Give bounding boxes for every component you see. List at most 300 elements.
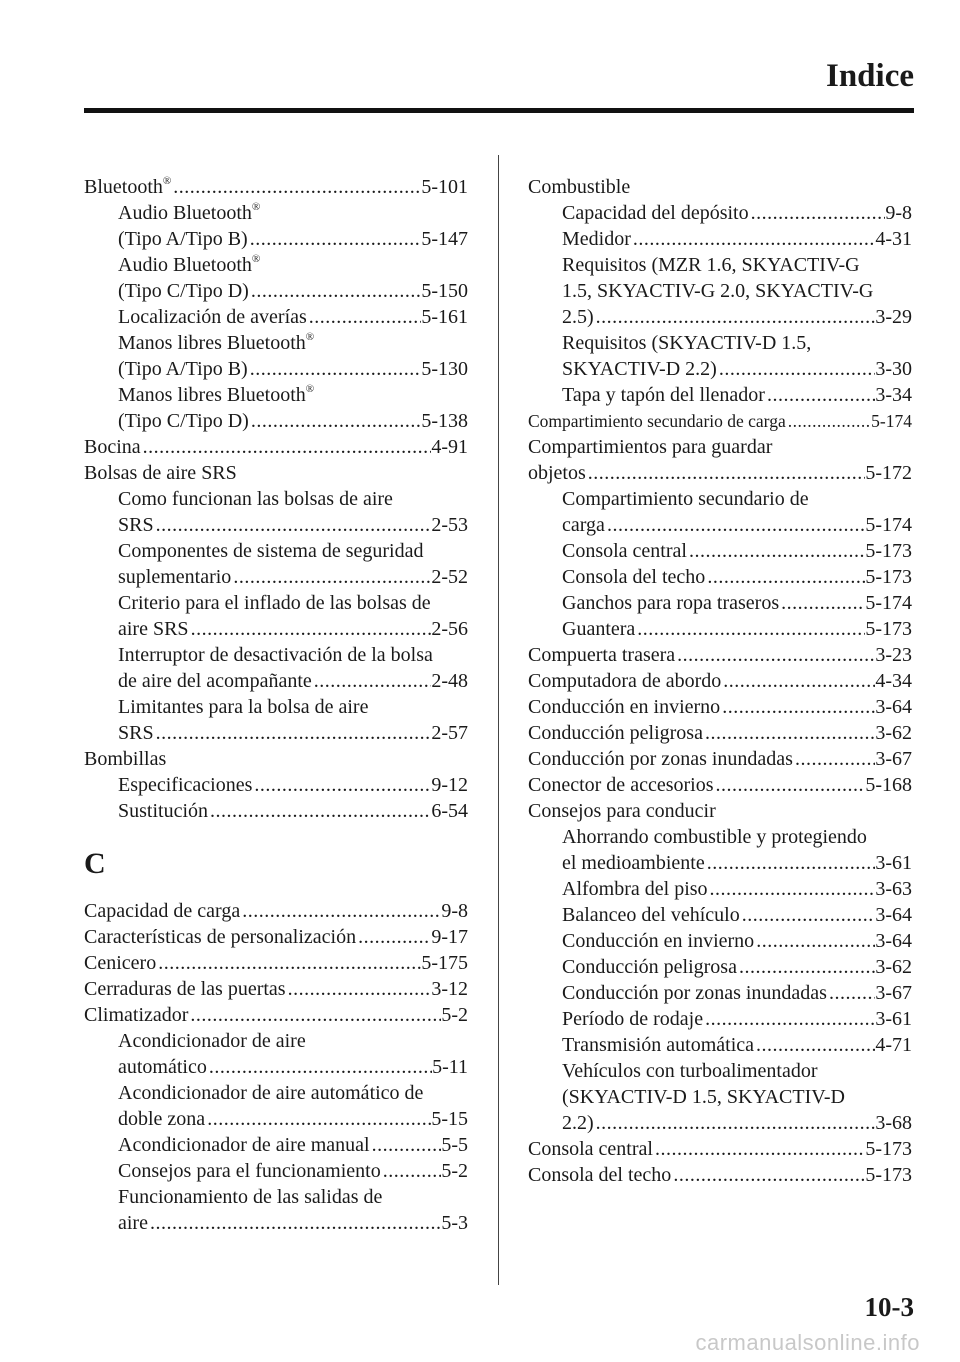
index-entry: [84, 798, 468, 824]
dot-leader: [754, 1032, 875, 1058]
index-entry-text: [562, 278, 873, 304]
entry-label: Conector de accesorios: [528, 774, 714, 796]
index-group-b: [84, 174, 468, 824]
dot-leader: [356, 924, 431, 950]
index-entry-text: [118, 512, 154, 538]
index-entry-text: [84, 924, 356, 950]
entry-page-ref: 3-62: [875, 722, 912, 744]
index-entry: [528, 1032, 912, 1058]
index-entry-text: [562, 590, 779, 616]
index-entry-text: [562, 928, 754, 954]
index-entry-text: [562, 954, 737, 980]
index-entry-text: [562, 564, 705, 590]
index-entry-text: [118, 772, 252, 798]
index-entry-text: [562, 616, 635, 642]
entry-label: (Tipo A/Tipo B): [118, 358, 248, 380]
index-entry: [528, 564, 912, 590]
index-entry-text: [118, 1132, 370, 1158]
entry-label: Sustitución: [118, 800, 209, 822]
index-entry-text: [562, 382, 765, 408]
index-entry: [528, 876, 912, 902]
entry-label: Especificaciones: [118, 774, 253, 796]
entry-label: Transmisión automática: [562, 1034, 755, 1056]
dot-leader: [740, 902, 876, 928]
entry-label: Acondicionador de aire automático de: [118, 1082, 424, 1104]
entry-page-ref: 3-34: [875, 384, 912, 406]
dot-leader: [249, 408, 422, 434]
index-entry-text: [84, 746, 166, 772]
entry-label: Bluetooth: [84, 176, 163, 198]
dot-leader: [286, 976, 432, 1002]
entry-page-ref: 2-52: [431, 566, 468, 588]
entry-label: Compartimiento secundario de carga: [528, 411, 786, 431]
dot-leader: [703, 720, 875, 746]
index-entry-text: [118, 642, 433, 668]
index-entry-text: [118, 200, 260, 226]
entry-label: Alfombra del piso: [562, 878, 708, 900]
index-entry-text: [562, 252, 860, 278]
index-entry: [84, 1132, 468, 1158]
dot-leader: [671, 1162, 865, 1188]
index-entry: [84, 564, 468, 590]
entry-page-ref: 5-161: [421, 306, 468, 328]
dot-leader: [705, 850, 876, 876]
entry-page-ref: 5-138: [421, 410, 468, 432]
index-entry: [84, 278, 468, 304]
entry-label: Interruptor de desactivación de la bolsa: [118, 644, 433, 666]
entry-label: Balanceo del vehículo: [562, 904, 740, 926]
entry-page-ref: 5-2: [441, 1004, 468, 1026]
index-entry-text: [118, 486, 393, 512]
index-entry: [84, 356, 468, 382]
index-entry: [528, 1058, 912, 1084]
entry-label: Guantera: [562, 618, 636, 640]
index-entry-text: [84, 898, 240, 924]
dot-leader: [370, 1132, 442, 1158]
index-entry-text: [528, 408, 786, 434]
entry-page-ref: 3-64: [875, 930, 912, 952]
index-entry: [528, 252, 912, 278]
registered-mark: ®: [305, 383, 315, 395]
entry-label: Audio Bluetooth: [118, 202, 252, 224]
entry-page-ref: 4-71: [875, 1034, 912, 1056]
entry-label: Conducción en invierno: [562, 930, 755, 952]
entry-label: Compuerta trasera: [528, 644, 676, 666]
entry-label: Componentes de sistema de seguridad: [118, 540, 424, 562]
entry-label: Computadora de abordo: [528, 670, 722, 692]
entry-label: (Tipo C/Tipo D): [118, 280, 249, 302]
entry-label: (SKYACTIV-D 1.5, SKYACTIV-D: [562, 1086, 845, 1108]
index-entry-text: [118, 1106, 205, 1132]
entry-page-ref: 2-48: [431, 670, 468, 692]
registered-mark: ®: [251, 253, 261, 265]
index-entry-text: [528, 1162, 671, 1188]
entry-label: Conducción peligrosa: [562, 956, 737, 978]
entry-page-ref: 3-68: [875, 1112, 912, 1134]
index-entry-text: [84, 434, 141, 460]
index-entry: [528, 954, 912, 980]
index-entry: [528, 616, 912, 642]
entry-page-ref: 3-23: [875, 644, 912, 666]
entry-page-ref: 5-174: [865, 514, 912, 536]
index-entry: [528, 980, 912, 1006]
index-entry: [84, 330, 468, 356]
index-entry: [84, 898, 468, 924]
entry-label: Conducción por zonas inundadas: [528, 748, 793, 770]
dot-leader: [189, 616, 432, 642]
index-entry: [528, 1084, 912, 1110]
dot-leader: [713, 772, 865, 798]
dot-leader: [249, 278, 422, 304]
entry-page-ref: 3-64: [875, 696, 912, 718]
index-entry-text: [84, 950, 156, 976]
entry-label: aire: [118, 1212, 148, 1234]
entry-label: SRS: [118, 514, 154, 536]
index-entry-text: [562, 1058, 818, 1084]
entry-label: Acondicionador de aire manual: [118, 1134, 370, 1156]
index-entry-text: [562, 304, 594, 330]
index-entry-text: [84, 976, 286, 1002]
index-entry-text: [84, 1002, 188, 1028]
index-entry: [528, 1006, 912, 1032]
entry-page-ref: 2-56: [431, 618, 468, 640]
index-entry: [84, 538, 468, 564]
entry-label: Cerraduras de las puertas: [84, 978, 286, 1000]
index-entry-text: [562, 486, 809, 512]
index-entry: [84, 642, 468, 668]
index-right-column: [528, 174, 912, 1188]
entry-page-ref: 5-150: [421, 280, 468, 302]
index-entry-text: [562, 1110, 594, 1136]
entry-label: Audio Bluetooth: [118, 254, 252, 276]
section-letter: C: [84, 847, 106, 880]
entry-label: Cenicero: [84, 952, 157, 974]
entry-label: Consejos para el funcionamiento: [118, 1160, 381, 1182]
index-entry: [528, 824, 912, 850]
dot-leader: [793, 746, 875, 772]
entry-page-ref: 5-173: [865, 1164, 912, 1186]
dot-leader: [248, 356, 422, 382]
index-entry-text: [562, 876, 708, 902]
index-entry: [528, 850, 912, 876]
index-entry: [84, 1158, 468, 1184]
index-entry-text: [528, 668, 721, 694]
entry-label: Bocina: [84, 436, 141, 458]
index-entry: [84, 1054, 468, 1080]
entry-page-ref: 5-2: [441, 1160, 468, 1182]
entry-page-ref: 5-175: [421, 952, 468, 974]
index-entry: [84, 720, 468, 746]
registered-mark: ®: [305, 331, 315, 343]
entry-label: Como funcionan las bolsas de aire: [118, 488, 393, 510]
index-entry-text: [528, 642, 675, 668]
index-entry: [84, 590, 468, 616]
entry-label: SRS: [118, 722, 154, 744]
entry-page-ref: 3-63: [875, 878, 912, 900]
entry-page-ref: 5-3: [441, 1212, 468, 1234]
entry-label: Combustible: [528, 176, 631, 198]
index-entry: [84, 434, 468, 460]
title-rule: [84, 108, 914, 113]
index-entry: [84, 382, 468, 408]
index-entry-text: [118, 252, 260, 278]
entry-label: Bolsas de aire SRS: [84, 462, 237, 484]
index-entry-text: [118, 538, 424, 564]
index-entry-text: [562, 356, 717, 382]
index-group-c-continued: [528, 174, 912, 1188]
dot-leader: [635, 616, 865, 642]
index-entry-text: [118, 616, 189, 642]
entry-label: Vehículos con turboalimentador: [562, 1060, 818, 1082]
index-entry: [528, 668, 912, 694]
entry-label: Bombillas: [84, 748, 167, 770]
dot-leader: [721, 668, 875, 694]
entry-page-ref: 2-53: [431, 514, 468, 536]
entry-page-ref: 5-172: [865, 462, 912, 484]
entry-page-ref: 9-8: [885, 202, 912, 224]
index-entry: [528, 512, 912, 538]
entry-page-ref: 5-174: [871, 411, 912, 431]
index-left-column: [84, 174, 468, 1236]
entry-label: Conducción por zonas inundadas: [562, 982, 827, 1004]
entry-page-ref: 9-17: [431, 926, 468, 948]
dot-leader: [594, 304, 876, 330]
entry-page-ref: 5-130: [421, 358, 468, 380]
entry-label: Consola central: [562, 540, 687, 562]
index-entry-text: [562, 1032, 754, 1058]
dot-leader: [141, 434, 432, 460]
entry-page-ref: 9-8: [441, 900, 468, 922]
index-entry: [528, 538, 912, 564]
entry-label: Compartimiento secundario de: [562, 488, 809, 510]
entry-label: de aire del acompañante: [118, 670, 312, 692]
page-title: Indice: [825, 58, 914, 94]
index-group-c: [84, 898, 468, 1236]
entry-label: Climatizador: [84, 1004, 189, 1026]
index-entry-text: [118, 382, 314, 408]
index-entry: [84, 1106, 468, 1132]
index-entry: [528, 486, 912, 512]
entry-page-ref: 2-57: [431, 722, 468, 744]
dot-leader: [207, 1054, 432, 1080]
entry-page-ref: 5-5: [441, 1134, 468, 1156]
index-entry: [84, 200, 468, 226]
dot-leader: [717, 356, 876, 382]
dot-leader: [605, 512, 865, 538]
index-entry: [84, 772, 468, 798]
page-number: 10-3: [864, 1292, 914, 1322]
entry-label: 1.5, SKYACTIV-G 2.0, SKYACTIV-G: [562, 280, 874, 302]
index-entry-text: [562, 902, 740, 928]
index-entry: [528, 720, 912, 746]
index-entry: [528, 382, 912, 408]
dot-leader: [786, 408, 871, 434]
index-entry-text: [118, 798, 208, 824]
index-entry: [84, 460, 468, 486]
dot-leader: [231, 564, 431, 590]
index-entry-text: [118, 1054, 207, 1080]
entry-page-ref: 3-67: [875, 748, 912, 770]
entry-page-ref: 5-101: [421, 176, 468, 198]
entry-page-ref: 3-64: [875, 904, 912, 926]
index-entry: [528, 902, 912, 928]
entry-page-ref: 3-30: [875, 358, 912, 380]
dot-leader: [675, 642, 875, 668]
index-entry-text: [528, 746, 793, 772]
registered-mark: ®: [251, 201, 261, 213]
entry-page-ref: 4-34: [875, 670, 912, 692]
entry-page-ref: 5-168: [865, 774, 912, 796]
entry-label: Requisitos (MZR 1.6, SKYACTIV-G: [562, 254, 860, 276]
index-entry: [84, 252, 468, 278]
entry-label: Capacidad del depósito: [562, 202, 749, 224]
dot-leader: [708, 876, 876, 902]
entry-page-ref: 4-91: [431, 436, 468, 458]
index-entry-text: [562, 200, 749, 226]
dot-leader: [312, 668, 432, 694]
entry-page-ref: 5-173: [865, 618, 912, 640]
index-entry-text: [118, 330, 314, 356]
index-entry: [84, 616, 468, 642]
dot-leader: [188, 1002, 441, 1028]
index-entry: [528, 174, 912, 200]
entry-page-ref: 3-61: [875, 852, 912, 874]
index-entry-text: [528, 772, 713, 798]
entry-label: Funcionamiento de las salidas de: [118, 1186, 383, 1208]
dot-leader: [248, 226, 422, 252]
index-entry: [528, 304, 912, 330]
dot-leader: [154, 720, 432, 746]
dot-leader: [240, 898, 441, 924]
dot-leader: [148, 1210, 441, 1236]
index-entry-text: [118, 408, 249, 434]
index-entry: [84, 694, 468, 720]
index-entry: [84, 226, 468, 252]
dot-leader: [586, 460, 866, 486]
entry-label: Período de rodaje: [562, 1008, 704, 1030]
index-entry: [528, 408, 912, 434]
entry-label: Ahorrando combustible y protegiendo: [562, 826, 867, 848]
index-entry: [528, 200, 912, 226]
index-entry-text: [528, 694, 720, 720]
column-divider: [498, 155, 499, 1285]
entry-page-ref: 5-11: [432, 1056, 468, 1078]
index-entry: [84, 1028, 468, 1054]
index-entry-text: [118, 304, 307, 330]
entry-label: Características de personalización: [84, 926, 357, 948]
entry-label: (Tipo A/Tipo B): [118, 228, 248, 250]
index-entry: [528, 928, 912, 954]
index-entry-text: [118, 1184, 382, 1210]
entry-label: SKYACTIV-D 2.2): [562, 358, 717, 380]
dot-leader: [307, 304, 422, 330]
index-entry-text: [118, 226, 248, 252]
index-entry: [528, 1162, 912, 1188]
entry-page-ref: 9-12: [431, 774, 468, 796]
entry-label: Conducción en invierno: [528, 696, 721, 718]
entry-page-ref: 6-54: [431, 800, 468, 822]
index-entry-text: [562, 538, 687, 564]
index-entry: [528, 356, 912, 382]
index-entry-text: [84, 174, 171, 200]
index-entry: [84, 174, 468, 200]
index-entry: [84, 512, 468, 538]
index-entry-text: [562, 850, 705, 876]
index-entry: [84, 1002, 468, 1028]
index-entry: [84, 746, 468, 772]
index-entry: [84, 924, 468, 950]
index-entry-text: [118, 1028, 306, 1054]
entry-label: (Tipo C/Tipo D): [118, 410, 249, 432]
index-entry: [528, 330, 912, 356]
index-entry-text: [118, 564, 231, 590]
dot-leader: [765, 382, 875, 408]
dot-leader: [653, 1136, 865, 1162]
entry-label: el medioambiente: [562, 852, 705, 874]
index-entry: [528, 746, 912, 772]
entry-label: automático: [118, 1056, 207, 1078]
index-entry: [84, 304, 468, 330]
entry-label: 2.2): [562, 1112, 594, 1134]
entry-label: Tapa y tapón del llenador: [562, 384, 765, 406]
entry-label: Consola central: [528, 1138, 653, 1160]
index-entry: [528, 694, 912, 720]
entry-label: Medidor: [562, 228, 631, 250]
index-entry: [528, 798, 912, 824]
index-entry-text: [528, 460, 586, 486]
dot-leader: [737, 954, 875, 980]
entry-label: suplementario: [118, 566, 232, 588]
entry-label: Limitantes para la bolsa de aire: [118, 696, 369, 718]
index-entry: [528, 1136, 912, 1162]
entry-label: Consejos para conducir: [528, 800, 716, 822]
index-entry-text: [118, 278, 249, 304]
entry-page-ref: 3-29: [875, 306, 912, 328]
index-entry-text: [528, 798, 716, 824]
dot-leader: [208, 798, 431, 824]
index-entry-text: [118, 720, 154, 746]
index-entry-text: [118, 694, 368, 720]
dot-leader: [687, 538, 865, 564]
entry-label: Ganchos para ropa traseros: [562, 592, 780, 614]
dot-leader: [594, 1110, 876, 1136]
dot-leader: [154, 512, 432, 538]
index-entry: [528, 642, 912, 668]
entry-label: objetos: [528, 462, 586, 484]
watermark-text: carmanualsonline.info: [695, 1330, 920, 1355]
entry-label: Acondicionador de aire: [118, 1030, 306, 1052]
index-entry-text: [118, 1080, 423, 1106]
dot-leader: [703, 1006, 875, 1032]
index-entry: [528, 772, 912, 798]
entry-label: 2.5): [562, 306, 594, 328]
index-entry: [528, 590, 912, 616]
entry-label: Consola del techo: [562, 566, 706, 588]
index-entry-text: [118, 1158, 381, 1184]
dot-leader: [171, 174, 421, 200]
index-entry: [84, 976, 468, 1002]
index-entry-text: [562, 980, 827, 1006]
dot-leader: [827, 980, 875, 1006]
entry-page-ref: 5-174: [865, 592, 912, 614]
dot-leader: [720, 694, 875, 720]
index-entry: [84, 668, 468, 694]
entry-page-ref: 4-31: [875, 228, 912, 250]
entry-page-ref: 5-173: [865, 540, 912, 562]
dot-leader: [381, 1158, 442, 1184]
index-entry-text: [118, 668, 312, 694]
dot-leader: [779, 590, 865, 616]
